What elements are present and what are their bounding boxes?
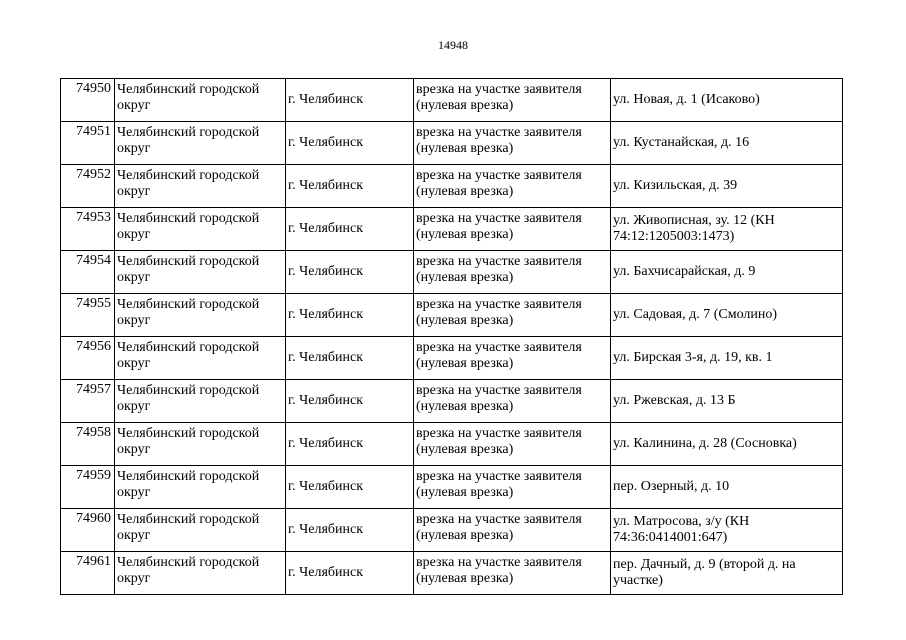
registry-table-body [61, 79, 843, 595]
connection-type-cell [414, 423, 611, 466]
connection-type-cell-line: врезка на участке заявителя [416, 211, 582, 226]
address-cell-line: 74:36:0414001:647) [613, 530, 728, 545]
settlement-cell: г. Челябинск [286, 509, 414, 552]
connection-type-cell [414, 165, 611, 208]
address-cell [611, 337, 843, 380]
district-cell-line: округ [117, 98, 151, 113]
connection-type-cell-line: врезка на участке заявителя [416, 555, 582, 570]
table-row [61, 423, 843, 466]
district-cell-line: округ [117, 399, 151, 414]
district-cell-line: Челябинский городской [117, 383, 260, 398]
district-cell-line: Челябинский городской [117, 254, 260, 269]
row-number-cell: 74958 [61, 423, 115, 466]
connection-type-cell-line: врезка на участке заявителя [416, 469, 582, 484]
address-cell-line: ул. Калинина, д. 28 (Сосновка) [613, 436, 797, 451]
connection-type-cell-line: (нулевая врезка) [416, 98, 514, 113]
row-number-cell: 74960 [61, 509, 115, 552]
address-cell [611, 165, 843, 208]
connection-type-cell [414, 79, 611, 122]
connection-type-cell-line: врезка на участке заявителя [416, 512, 582, 527]
address-cell-line: ул. Живописная, зу. 12 (КН [613, 213, 775, 228]
address-cell-line: ул. Кизильская, д. 39 [613, 178, 738, 193]
settlement-cell: г. Челябинск [286, 165, 414, 208]
district-cell-line: Челябинский городской [117, 512, 260, 527]
district-cell-line: округ [117, 227, 151, 242]
connection-type-cell-line: (нулевая врезка) [416, 528, 514, 543]
settlement-cell: г. Челябинск [286, 79, 414, 122]
settlement-cell: г. Челябинск [286, 294, 414, 337]
row-number-cell: 74950 [61, 79, 115, 122]
settlement-cell: г. Челябинск [286, 208, 414, 251]
address-cell [611, 380, 843, 423]
connection-type-cell-line: (нулевая врезка) [416, 571, 514, 586]
connection-type-cell-line: (нулевая врезка) [416, 141, 514, 156]
settlement-cell: г. Челябинск [286, 423, 414, 466]
district-cell [115, 251, 286, 294]
connection-type-cell-line: (нулевая врезка) [416, 270, 514, 285]
address-cell-line: ул. Новая, д. 1 (Исаково) [613, 92, 760, 107]
district-cell-line: округ [117, 313, 151, 328]
address-cell-line: ул. Матросова, з/у (КН [613, 514, 750, 529]
row-number-cell: 74953 [61, 208, 115, 251]
connection-type-cell-line: врезка на участке заявителя [416, 168, 582, 183]
district-cell-line: округ [117, 571, 151, 586]
row-number-cell: 74959 [61, 466, 115, 509]
table-row [61, 79, 843, 122]
row-number-cell: 74955 [61, 294, 115, 337]
connection-type-cell-line: (нулевая врезка) [416, 356, 514, 371]
connection-type-cell [414, 294, 611, 337]
address-cell [611, 251, 843, 294]
table-row [61, 251, 843, 294]
address-cell [611, 466, 843, 509]
address-cell-line: 74:12:1205003:1473) [613, 229, 735, 244]
connection-type-cell-line: врезка на участке заявителя [416, 340, 582, 355]
connection-type-cell-line: врезка на участке заявителя [416, 254, 582, 269]
district-cell-line: Челябинский городской [117, 211, 260, 226]
settlement-cell: г. Челябинск [286, 122, 414, 165]
district-cell [115, 165, 286, 208]
district-cell [115, 380, 286, 423]
district-cell-line: округ [117, 184, 151, 199]
district-cell [115, 466, 286, 509]
connection-type-cell-line: врезка на участке заявителя [416, 297, 582, 312]
district-cell-line: Челябинский городской [117, 82, 260, 97]
address-cell [611, 208, 843, 251]
district-cell-line: Челябинский городской [117, 125, 260, 140]
row-number-cell: 74952 [61, 165, 115, 208]
table-row [61, 208, 843, 251]
address-cell-line: участке) [613, 573, 663, 588]
connection-type-cell-line: (нулевая врезка) [416, 184, 514, 199]
row-number-cell: 74951 [61, 122, 115, 165]
district-cell [115, 208, 286, 251]
district-cell [115, 423, 286, 466]
address-cell-line: пер. Дачный, д. 9 (второй д. на [613, 557, 796, 572]
connection-type-cell-line: (нулевая врезка) [416, 399, 514, 414]
district-cell-line: округ [117, 442, 151, 457]
connection-type-cell-line: врезка на участке заявителя [416, 82, 582, 97]
registry-table [60, 78, 843, 595]
row-number-cell: 74957 [61, 380, 115, 423]
address-cell [611, 552, 843, 595]
district-cell [115, 509, 286, 552]
address-cell-line: ул. Садовая, д. 7 (Смолино) [613, 307, 778, 322]
district-cell-line: Челябинский городской [117, 340, 260, 355]
table-row [61, 165, 843, 208]
address-cell [611, 423, 843, 466]
district-cell-line: округ [117, 356, 151, 371]
district-cell [115, 552, 286, 595]
table-row [61, 122, 843, 165]
address-cell-line: ул. Ржевская, д. 13 Б [613, 393, 736, 408]
table-row [61, 294, 843, 337]
row-number-cell: 74954 [61, 251, 115, 294]
settlement-cell: г. Челябинск [286, 380, 414, 423]
settlement-cell: г. Челябинск [286, 552, 414, 595]
connection-type-cell-line: врезка на участке заявителя [416, 383, 582, 398]
district-cell [115, 337, 286, 380]
district-cell-line: Челябинский городской [117, 555, 260, 570]
district-cell-line: Челябинский городской [117, 469, 260, 484]
district-cell-line: округ [117, 141, 151, 156]
district-cell-line: Челябинский городской [117, 297, 260, 312]
page-number: 14948 [438, 38, 468, 52]
settlement-cell: г. Челябинск [286, 337, 414, 380]
district-cell [115, 122, 286, 165]
connection-type-cell [414, 251, 611, 294]
district-cell-line: Челябинский городской [117, 426, 260, 441]
address-cell-line: ул. Бахчисарайская, д. 9 [613, 264, 756, 279]
connection-type-cell [414, 509, 611, 552]
connection-type-cell [414, 208, 611, 251]
address-cell-line: ул. Бирская 3-я, д. 19, кв. 1 [613, 350, 773, 365]
district-cell-line: округ [117, 485, 151, 500]
connection-type-cell-line: (нулевая врезка) [416, 227, 514, 242]
district-cell [115, 294, 286, 337]
address-cell [611, 294, 843, 337]
table-row [61, 509, 843, 552]
connection-type-cell-line: (нулевая врезка) [416, 313, 514, 328]
table-row [61, 337, 843, 380]
district-cell-line: округ [117, 528, 151, 543]
settlement-cell: г. Челябинск [286, 251, 414, 294]
connection-type-cell [414, 380, 611, 423]
connection-type-cell [414, 337, 611, 380]
address-cell [611, 122, 843, 165]
connection-type-cell [414, 466, 611, 509]
table-row [61, 552, 843, 595]
connection-type-cell-line: (нулевая врезка) [416, 485, 514, 500]
district-cell [115, 79, 286, 122]
connection-type-cell-line: врезка на участке заявителя [416, 426, 582, 441]
address-cell [611, 509, 843, 552]
row-number-cell: 74956 [61, 337, 115, 380]
connection-type-cell [414, 552, 611, 595]
connection-type-cell [414, 122, 611, 165]
row-number-cell: 74961 [61, 552, 115, 595]
connection-type-cell-line: врезка на участке заявителя [416, 125, 582, 140]
district-cell-line: Челябинский городской [117, 168, 260, 183]
table-row [61, 466, 843, 509]
settlement-cell: г. Челябинск [286, 466, 414, 509]
address-cell [611, 79, 843, 122]
table-row [61, 380, 843, 423]
district-cell-line: округ [117, 270, 151, 285]
address-cell-line: пер. Озерный, д. 10 [613, 479, 730, 494]
address-cell-line: ул. Кустанайская, д. 16 [613, 135, 750, 150]
connection-type-cell-line: (нулевая врезка) [416, 442, 514, 457]
